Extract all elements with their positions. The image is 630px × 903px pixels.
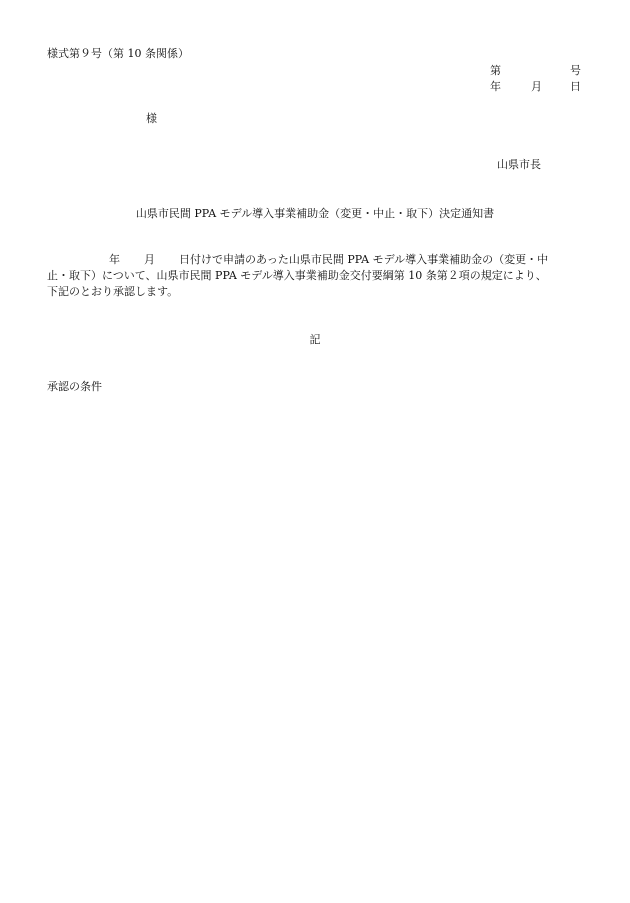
document-number-suffix: 号 bbox=[570, 64, 581, 77]
body-line-1-text: 日付けで申請のあった山県市民間 PPA モデル導入事業補助金の（変更・中 bbox=[179, 253, 549, 266]
body-month-label: 月 bbox=[144, 253, 155, 266]
issuer-name: 山県市長 bbox=[497, 158, 541, 171]
body-line-3: 下記のとおり承認します。 bbox=[47, 285, 179, 298]
document-title: 山県市民間 PPA モデル導入事業補助金（変更・中止・取下）決定通知書 bbox=[135, 207, 495, 220]
body-line-2: 止・取下）について、山県市民間 PPA モデル導入事業補助金交付要綱第 10 条第２項の規定により、 bbox=[47, 269, 547, 282]
body-line-1 bbox=[47, 252, 585, 268]
document-number-prefix: 第 bbox=[490, 64, 501, 77]
approval-conditions-label: 承認の条件 bbox=[47, 380, 102, 393]
body-year-label: 年 bbox=[109, 253, 120, 266]
form-number: 様式第９号（第 10 条関係） bbox=[47, 47, 189, 60]
date-year-label: 年 bbox=[490, 80, 501, 93]
record-heading: 記 bbox=[309, 333, 321, 346]
addressee-honorific: 様 bbox=[146, 112, 157, 125]
body-text bbox=[47, 252, 585, 300]
date-day-label: 日 bbox=[570, 80, 581, 93]
date-month-label: 月 bbox=[531, 80, 542, 93]
